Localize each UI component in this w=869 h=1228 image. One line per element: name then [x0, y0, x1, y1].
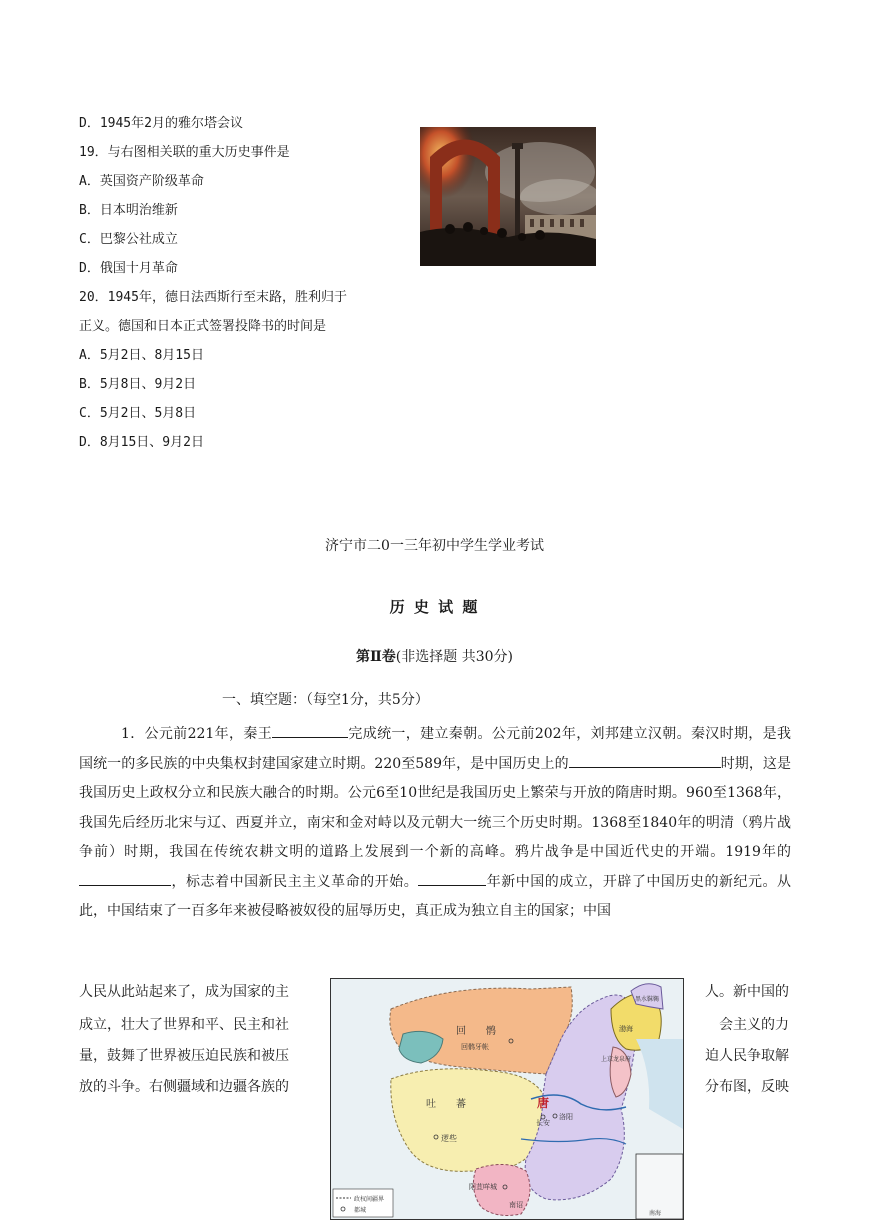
map-label-luoyang: 洛阳	[559, 1113, 573, 1121]
q18-option-d: D．1945年2月的雅尔塔会议	[79, 116, 243, 131]
fill-in-passage	[79, 720, 791, 927]
map-label-nanhai: 南海	[649, 1210, 662, 1217]
legend-border: 政权间疆界	[354, 1196, 385, 1203]
map-label-luoxie: 逻些	[441, 1134, 457, 1143]
wrap-left-2: 成立，壮大了世界和平、民主和社	[79, 1017, 289, 1033]
blank-3[interactable]	[79, 869, 171, 886]
winter-palace-painting	[420, 127, 596, 266]
wrap-left-4: 放的斗争。右侧疆域和边疆各族的	[79, 1079, 289, 1095]
map-label-huihe: 回 鹘	[456, 1026, 496, 1037]
map-label-bohai: 渤海	[619, 1025, 633, 1033]
q20-stem-line2: 正义。德国和日本正式签署投降书的时间是	[79, 319, 327, 334]
wrap-right-1: 人。新中国的	[705, 984, 789, 1000]
q20-option-b: B．5月8日、9月2日	[79, 377, 197, 392]
wrap-left-1: 人民从此站起来了，成为国家的主	[79, 984, 289, 1000]
passage-part-4: ，标志着中国新民主主义革命的开始。	[171, 873, 419, 890]
map-label-huihe-court: 回鹘牙帐	[461, 1043, 489, 1051]
q19-option-a: A．英国资产阶级革命	[79, 174, 204, 189]
blank-1[interactable]	[272, 721, 348, 738]
volume-label: 第Ⅱ卷	[355, 649, 396, 665]
q19-option-d: D．俄国十月革命	[79, 261, 178, 276]
map-label-changan: 长安	[536, 1119, 550, 1127]
blank-4[interactable]	[418, 869, 486, 886]
map-label-tang: 唐	[537, 1096, 550, 1110]
wrap-right-2: 会主义的力	[719, 1017, 789, 1033]
map-label-longquan: 上京龙泉府	[601, 1056, 632, 1063]
map-label-nanzhao: 南诏	[509, 1201, 523, 1209]
tang-frontier-map	[330, 978, 684, 1220]
passage-part-2: 完成统一，建立秦朝。公元前202年，刘邦建立汉朝。秦汉时期，是我国统一的多民族的中央集权封建国家建立时期。220至589年，是中国历史上的	[79, 726, 791, 772]
legend-capital: 都城	[354, 1207, 367, 1214]
wrap-right-4: 分布图，反映	[705, 1079, 789, 1095]
map-label-yangjumie: 阳苴咩城	[469, 1183, 497, 1191]
q19-stem: 19．与右图相关联的重大历史事件是	[79, 145, 290, 160]
q20-option-c: C．5月2日、5月8日	[79, 406, 197, 421]
blank-2[interactable]	[569, 751, 721, 768]
passage-part-3: 时期，这是我国历史上政权分立和民族大融合的时期。公元6至10世纪是我国历史上繁荣与开放的隋唐时期。960至1368年，我国先后经历北宋与辽、西夏并立，南宋和金对峙以及元朝大一统三个历史时期。1368至1840年的明清（鸦片战争前）时期，我国在传统农耕文明的道路上发展到一个新的高峰。鸦片战争是中国近代史的开端。1919年的	[79, 755, 791, 860]
volume-note: (非选择题 共30分)	[395, 649, 513, 665]
q20-option-a: A．5月2日、8月15日	[79, 348, 204, 363]
map-legend	[333, 1189, 393, 1217]
wrap-left-3: 量，鼓舞了世界被压迫民族和被压	[79, 1048, 289, 1064]
q20-stem-line1: 20．1945年，德日法西斯行至末路，胜利归于	[79, 290, 347, 305]
q20-option-d: D．8月15日、9月2日	[79, 435, 204, 450]
wrap-right-3: 迫人民争取解	[705, 1048, 789, 1064]
volume-heading	[0, 647, 869, 667]
exam-title: 历 史 试 题	[389, 598, 480, 616]
map-label-tubo: 吐 蕃	[426, 1099, 466, 1110]
passage-part-1: 1．公元前221年，秦王	[121, 726, 273, 742]
q19-option-b: B．日本明治维新	[79, 203, 178, 218]
section-heading: 一、填空题：（每空1分，共5分）	[222, 692, 429, 708]
passage-part-5: 年新中国的成立，开辟了中国历史的新纪元。从此，中国结束了一百多年来被侵略被奴役的屈辱历史，真正成为独立自主的国家；中国	[79, 873, 792, 919]
map-label-heishui: 黑水靺鞨	[635, 996, 660, 1003]
q19-option-c: C．巴黎公社成立	[79, 232, 178, 247]
exam-header: 济宁市二0一三年初中学生学业考试	[325, 538, 544, 554]
